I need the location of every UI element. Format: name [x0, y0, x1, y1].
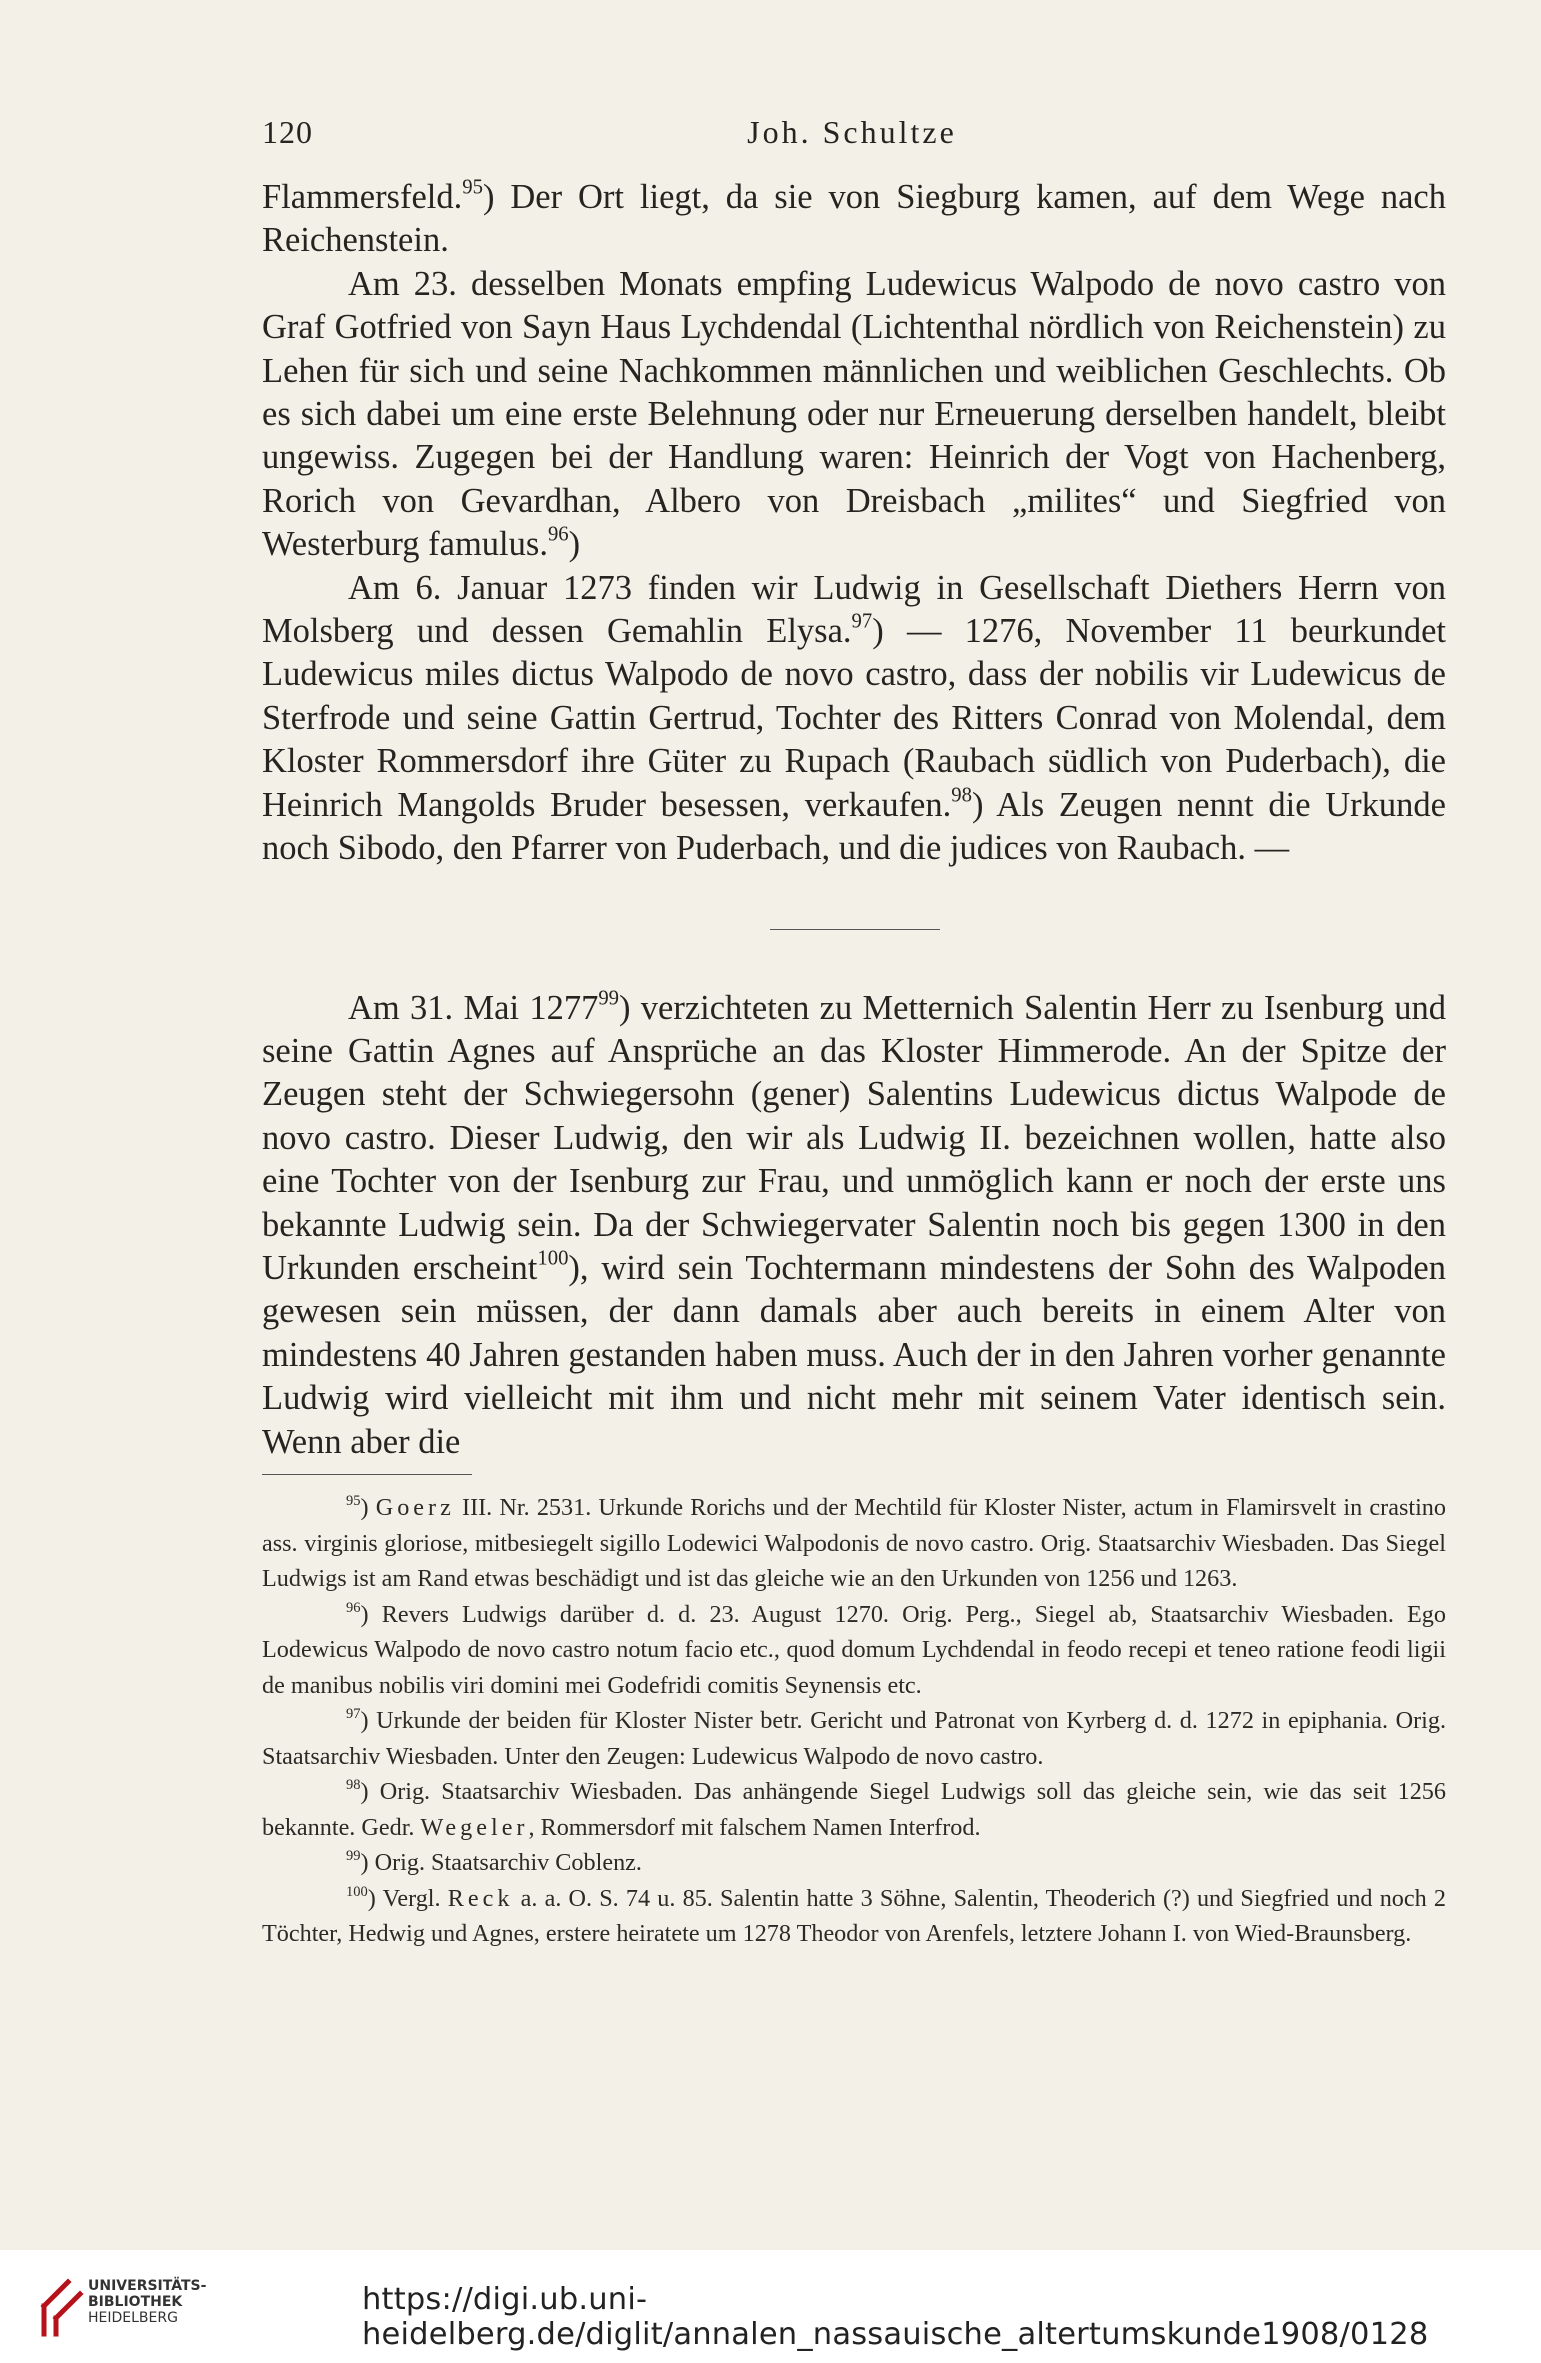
paragraph: Am 6. Januar 1273 finden wir Ludwig in Gesellschaft Diethers Herrn von Molsberg und dessen Gemahlin Elysa.$^{97}$) — 1276, November 11 beurkundet Ludewicus miles dictus Walpodo de novo castro, dass der nobilis vir Ludewicus de Sterfrode und seine Gattin Gertrud, Tochter des Ritters Conrad von Molendal, dem Kloster Rommersdorf ihre Güter zu Rupach (Raubach südlich von Puderbach), die Heinrich Mangolds Bruder besessen, verkaufen.$^{98}$) Als Zeugen nennt die Urkunde noch Sibodo, den Pfarrer von Puderbach, und die judices von Raubach. — [262, 568, 1446, 868]
footnote-ref: 98 [951, 784, 972, 807]
section-divider [262, 919, 1446, 939]
paragraph: Am 23. desselben Monats empfing Ludewicus Walpodo de novo castro von Graf Gotfried von Sayn Haus Lychdendal (Lichtenthal nördlich von Reichenstein) zu Lehen für sich und seine Nachkommen männlichen und weiblichen Geschlechts. Ob es sich dabei um eine erste Belehnung oder nur Erneuerung derselben handelt, bleibt ungewiss. Zugegen bei der Handlung waren: Heinrich der Vogt von Hachenberg, Rorich von Gevardhan, Albero von Dreisbach „milites“ und Siegfried von Westerburg famulus.$^{96}$) [262, 264, 1446, 564]
page-header [262, 114, 1442, 158]
footnote-ref: 95 [462, 176, 483, 199]
permalink-url[interactable]: https://digi.ub.uni-heidelberg.de/diglit/annalen_nassauische_altertumskunde1908/0128 [362, 2282, 1429, 2352]
running-title: Joh. Schultze [747, 114, 957, 150]
footnote: $^{95}$) Goerz III. Nr. 2531. Urkunde Rorichs und der Mechtild für Kloster Nister, actum in Flamirsvelt in crastino ass. virginis gloriose, mitbesiegelt sigillo Lodewici Walpodonis de novo castro. Orig. Staatsarchiv Wiesbaden. Das Siegel Ludwigs ist am Rand etwas beschädigt und ist das gleiche wie an den Urkunden von 1256 und 1263. [262, 1492, 1446, 1592]
footnote-ref: 99 [598, 987, 620, 1010]
ub-heidelberg-logo-icon [36, 2268, 92, 2342]
footnote-ref: 100 [537, 1247, 569, 1270]
footnotes [262, 1490, 1446, 1952]
footnote: $^{97}$) Urkunde der beiden für Kloster Nister betr. Gericht und Patronat von Kyrberg d. d. 1272 in epiphania. Orig. Staatsarchiv Wiesbaden. Unter den Zeugen: Ludewicus Walpodo de novo castro. [262, 1705, 1446, 1770]
main-text [262, 176, 1446, 1464]
paragraph: Flammersfeld.$^{95}$) Der Ort liegt, da sie von Siegburg kamen, auf dem Wege nach Reichenstein. [262, 176, 1446, 260]
footnote: $^{99}$) Orig. Staatsarchiv Coblenz. [346, 1847, 642, 1876]
viewer-footer [0, 2250, 1541, 2363]
footnote-rule [262, 1474, 472, 1475]
paragraph: Am 31. Mai 1277$^{99}$) verzichteten zu Metternich Salentin Herr zu Isenburg und seine Gattin Agnes auf Ansprüche an das Kloster Himmerode. An der Spitze der Zeugen steht der Schwiegersohn (gener) Salentins Ludewicus dictus Walpode de novo castro. Dieser Ludwig, den wir als Ludwig II. bezeichnen wollen, hatte also eine Tochter von der Isenburg zur Frau, und unmöglich kann er noch der erste uns bekannte Ludwig sein. Da der Schwiegervater Salentin noch bis gegen 1300 in den Urkunden erscheint$^{100}$), wird sein Tochtermann mindestens der Sohn des Walpoden gewesen sein müssen, der dann damals aber auch bereits in einem Alter von mindestens 40 Jahren gestanden haben muss. Auch der in den Jahren vorher genannte Ludwig wird vielleicht mit ihm und nicht mehr mit seinem Vater identisch sein. Wenn aber die [262, 987, 1446, 1461]
library-name: UNIVERSITÄTS- BIBLIOTHEK HEIDELBERG [88, 2278, 207, 2326]
page-number: 120 [262, 114, 313, 150]
footnote-ref: 96 [547, 523, 569, 546]
footnote: $^{100}$) Vergl. Reck a. a. O. S. 74 u. 85. Salentin hatte 3 Söhne, Salentin, Theoderich (?) und Siegfried und noch 2 Töchter, Hedwig und Agnes, erstere heiratete um 1278 Theodor von Arenfels, letztere Johann I. von Wied-Braunsberg. [262, 1883, 1446, 1947]
footnote: $^{96}$) Revers Ludwigs darüber d. d. 23. August 1270. Orig. Perg., Siegel ab, Staatsarchiv Wiesbaden. Ego Lodewicus Walpodo de novo castro notum facio etc., quod domum Lychdendal in feodo recepi et teneo ratione feodi ligii de manibus nobilis viri domini mei Godefridi comitis Seynensis etc. [262, 1599, 1446, 1699]
footnote: $^{98}$) Orig. Staatsarchiv Wiesbaden. Das anhängende Siegel Ludwigs soll das gleiche sein, wie das seit 1256 bekannte. Gedr. Wegeler, Rommersdorf mit falschem Namen Interfrod. [262, 1776, 1446, 1841]
footnote-ref: 97 [851, 610, 873, 633]
